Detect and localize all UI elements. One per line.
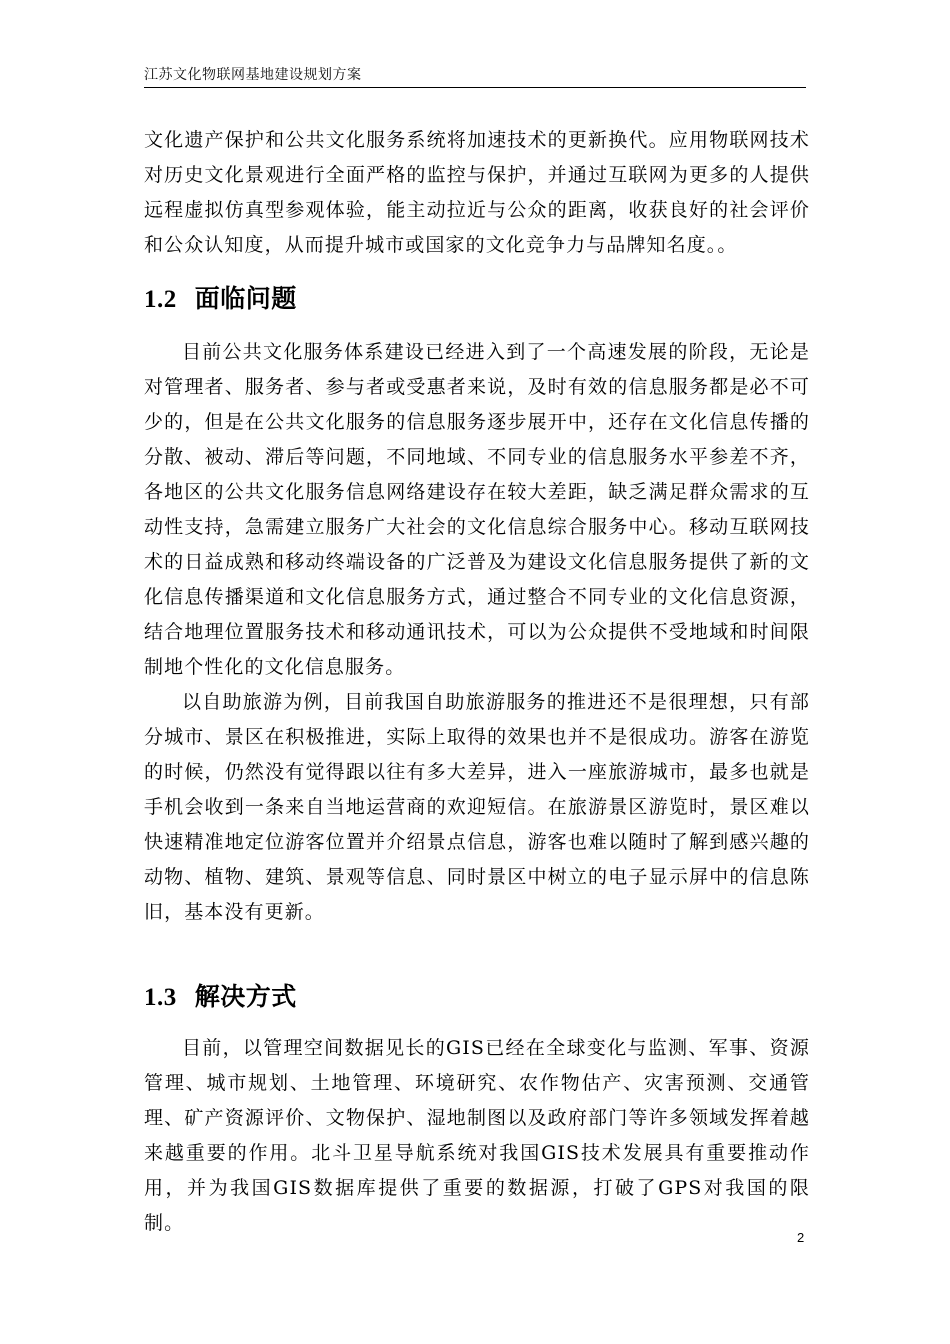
- section-title: 解决方式: [194, 982, 297, 1011]
- section-heading-1-2: [144, 283, 297, 316]
- section-heading-1-3: [144, 981, 297, 1014]
- page-number: 2: [797, 1230, 805, 1245]
- section-1-3-body: [144, 1031, 810, 1241]
- section-number: 1.2: [144, 286, 177, 313]
- body-paragraph: 目前公共文化服务体系建设已经进入到了一个高速发展的阶段，无论是对管理者、服务者、参与者或受惠者来说，及时有效的信息服务都是必不可少的，但是在公共文化服务的信息服务逐步展开中，还存在文化信息传播的分散、被动、滞后等问题，不同地域、不同专业的信息服务水平参差不齐，各地区的公共文化服务信息网络建设存在较大差距，缺乏满足群众需求的互动性支持，急需建立服务广大社会的文化信息综合服务中心。移动互联网技术的日益成熟和移动终端设备的广泛普及为建设文化信息服务提供了新的文化信息传播渠道和文化信息服务方式，通过整合不同专业的文化信息资源，结合地理位置服务技术和移动通讯技术，可以为公众提供不受地域和时间限制地个性化的文化信息服务。: [144, 341, 810, 678]
- body-paragraph: 以自助旅游为例，目前我国自助旅游服务的推进还不是很理想，只有部分城市、景区在积极推进，实际上取得的效果也并不是很成功。游客在游览的时候，仍然没有觉得跟以往有多大差异，进入一座旅游城市，最多也就是手机会收到一条来自当地运营商的欢迎短信。在旅游景区游览时，景区难以快速精准地定位游客位置并介绍景点信息，游客也难以随时了解到感兴趣的动物、植物、建筑、景观等信息、同时景区中树立的电子显示屏中的信息陈旧，基本没有更新。: [144, 691, 810, 923]
- header-rule: [144, 87, 806, 88]
- section-title: 面临问题: [194, 284, 297, 313]
- body-paragraph: 目前，以管理空间数据见长的GIS已经在全球变化与监测、军事、资源管理、城市规划、土地管理、环境研究、农作物估产、灾害预测、交通管理、矿产资源评价、文物保护、湿地制图以及政府部门等许多领域发挥着越来越重要的作用。北斗卫星导航系统对我国GIS技术发展具有重要推动作用，并为我国GIS数据库提供了重要的数据源，打破了GPS对我国的限制。: [144, 1037, 810, 1234]
- section-number: 1.3: [144, 984, 177, 1011]
- intro-paragraph: 文化遗产保护和公共文化服务系统将加速技术的更新换代。应用物联网技术对历史文化景观进行全面严格的监控与保护，并通过互联网为更多的人提供远程虚拟仿真型参观体验，能主动拉近与公众的距离，收获良好的社会评价和公众认知度，从而提升城市或国家的文化竞争力与品牌知名度。。: [144, 129, 810, 256]
- intro-block: [144, 123, 810, 263]
- section-1-2-body: [144, 335, 810, 930]
- running-header: 江苏文化物联网基地建设规划方案: [144, 67, 362, 83]
